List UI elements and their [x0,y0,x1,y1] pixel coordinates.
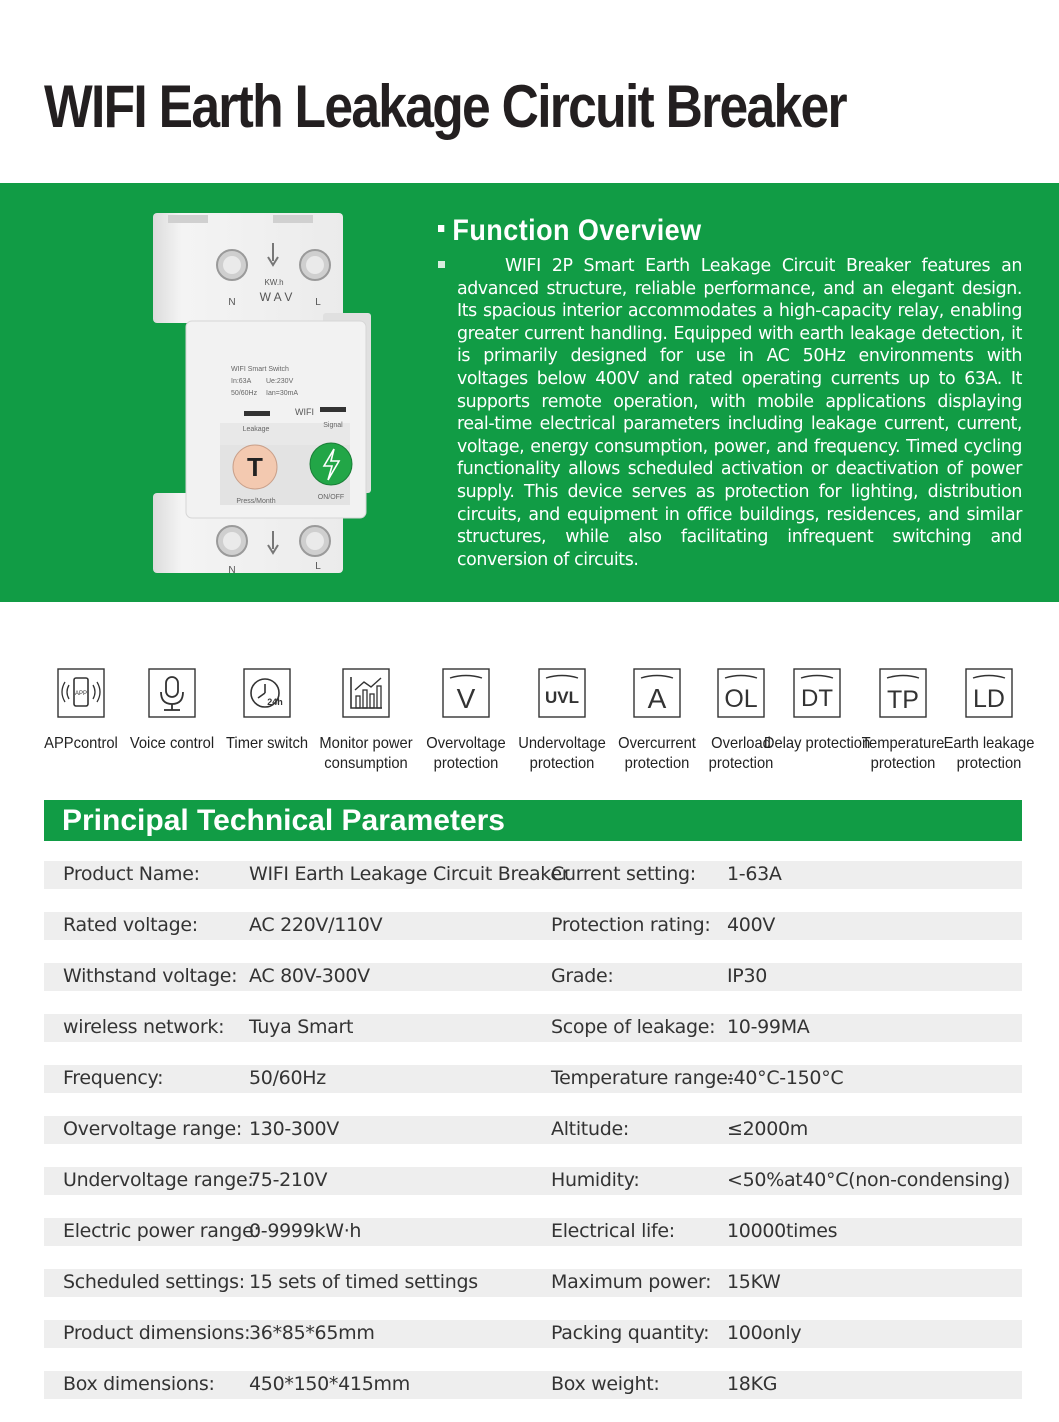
param-label: Altitude: [551,1118,629,1140]
feature-label: Overload protection [708,735,774,772]
table-row [44,1116,1022,1144]
table-row [44,912,1022,940]
device-signal-label: Signal [323,422,343,429]
param-value: 18KG [727,1373,778,1395]
table-row [44,861,1022,889]
feature-label: Temperature protection [861,735,945,772]
timer-icon-text: 24h [267,697,283,707]
microphone-icon [148,668,196,718]
device-marking-kwh: KW.h [264,278,284,287]
param-label: Overvoltage range: [63,1118,242,1140]
param-label: Electrical life: [551,1220,675,1242]
param-label: Withstand voltage: [63,965,238,987]
param-label: Maximum power: [551,1271,712,1293]
param-value: 75-210V [249,1169,328,1191]
param-value: <50%at40°C(non-condensing) [727,1169,1010,1191]
param-value: AC 80V-300V [249,965,370,987]
table-row [44,1065,1022,1093]
feature-overvoltage [421,668,511,772]
feature-undervoltage [517,668,607,772]
param-value: Tuya Smart [249,1016,354,1038]
param-value: 100only [727,1322,802,1344]
device-wifi-label: WIFI [295,407,314,417]
feature-label: Monitor power consumption [319,735,413,772]
param-label: Frequency: [63,1067,164,1089]
earth-leakage-icon [965,668,1013,718]
device-marking-l-bottom: L [315,561,321,572]
param-label: Temperature range: [551,1067,734,1089]
param-value: 450*150*415mm [249,1373,410,1395]
param-label: Protection rating: [551,914,711,936]
param-value: 15KW [727,1271,781,1293]
param-label: Humidity: [551,1169,640,1191]
function-overview-title [438,214,702,248]
feature-delay [763,668,871,752]
device-press-month-label: Press/Month [236,498,276,505]
feature-earth-leakage [943,668,1035,772]
param-label: Undervoltage range: [63,1169,254,1191]
feature-overcurrent [612,668,702,772]
feature-monitor-power [319,668,413,772]
feature-label: Overvoltage protection [426,735,506,772]
feature-label: APPcontrol [44,735,118,752]
overcurrent-icon [633,668,681,718]
table-row [44,1167,1022,1195]
bullet-square-icon [438,261,445,268]
table-row [44,1014,1022,1042]
delay-icon [793,668,841,718]
device-marking-n-bottom: N [228,565,236,573]
uvl-icon-text: UVL [545,688,579,707]
function-overview-title-text: Function Overview [452,214,702,247]
param-value: WIFI Earth Leakage Circuit Breaker [249,863,570,885]
param-value: 36*85*65mm [249,1322,375,1344]
param-value: 10000times [727,1220,838,1242]
device-label-line: In:63A [231,378,252,385]
device-test-button: T [247,452,263,482]
param-label: Scheduled settings: [63,1271,245,1293]
params-title: Principal Technical Parameters [62,804,505,837]
feature-voice-control [127,668,217,752]
device-leakage-label: Leakage [242,426,270,433]
param-label: Current setting: [551,863,696,885]
app-icon-text: APP [74,691,88,697]
device-label-line: WIFI Smart Switch [231,366,289,373]
ld-icon-text: LD [973,685,1005,713]
param-label: Packing quantity: [551,1322,710,1344]
feature-label: Voice control [129,735,215,752]
param-value: ≤2000m [727,1118,808,1140]
device-marking-n-top: N [228,297,236,308]
table-row [44,1218,1022,1246]
param-value: AC 220V/110V [249,914,383,936]
feature-timer-switch [222,668,312,752]
param-label: wireless network: [63,1016,225,1038]
temperature-icon [879,668,927,718]
param-value: 130-300V [249,1118,339,1140]
device-onoff-label: ON/OFF [317,494,345,501]
ov-icon-text: V [456,683,476,714]
bar-chart-icon [342,668,390,718]
param-label: Electric power range: [63,1220,260,1242]
bullet-square-icon [438,225,444,232]
feature-temperature [858,668,948,772]
device-label-line: Ian=30mA [266,390,299,397]
circuit-breaker-image [148,213,378,573]
device-marking-wav: W A V [259,290,293,304]
feature-label: Delay protection [763,735,871,752]
param-label: Box weight: [551,1373,660,1395]
param-label: Product Name: [63,863,200,885]
param-value: IP30 [727,965,768,987]
param-value: 15 sets of timed settings [249,1271,478,1293]
function-overview-text: WIFI 2P Smart Earth Leakage Circuit Breaker features an advanced structure, reliable performance, and an elegant design. Its spacious interior accommodates a high-capacity relay, enabling greater current handling. Equipped with earth leakage detection, it is primarily designed for use in AC 50Hz environments with voltages below 400V and rated operating currents up to 63A. It supports remote operation, with mobile applications displaying real-time electrical parameters including leakage current, current, voltage, energy consumption, power, and frequency. Timed cycling functionality allows scheduled activation or deactivation of power supply. This device serves as protection for lighting, distribution circuits, and equipment in office buildings, residences, and similar structures, while also facilitating infrequent switching and conversion of circuits. [457,256,1022,570]
overload-icon [717,668,765,718]
table-row [44,1269,1022,1297]
dt-icon-text: DT [801,685,833,712]
feature-label: Undervoltage protection [518,735,606,772]
param-value: 400V [727,914,776,936]
phone-app-icon [57,668,105,718]
param-value: 0-9999kW·h [249,1220,362,1242]
feature-label: Overcurrent protection [618,735,696,772]
undervoltage-icon [538,668,586,718]
function-overview-section [0,183,1059,602]
feature-label: Earth leakage protection [943,735,1035,772]
table-row [44,1371,1022,1399]
table-row [44,1320,1022,1348]
table-row [44,963,1022,991]
param-label: Box dimensions: [63,1373,215,1395]
param-label: Scope of leakage: [551,1016,716,1038]
feature-label: Timer switch [225,735,309,752]
feature-app-control [36,668,126,752]
tp-icon-text: TP [887,686,919,714]
device-label-line: Ue:230V [266,378,294,385]
param-label: Grade: [551,965,614,987]
timer-24h-icon [243,668,291,718]
overvoltage-icon [442,668,490,718]
param-value: -40°C-150°C [727,1067,844,1089]
param-value: 50/60Hz [249,1067,326,1089]
param-value: 1-63A [727,863,782,885]
device-label-line: 50/60Hz [231,390,258,397]
page-title: WIFI Earth Leakage Circuit Breaker [44,73,846,140]
ol-icon-text: OL [724,685,758,713]
param-label: Rated voltage: [63,914,198,936]
device-marking-l-top: L [315,297,321,308]
params-header [44,800,1022,841]
param-label: Product dimensions: [63,1322,251,1344]
param-value: 10-99MA [727,1016,810,1038]
feature-icons-row [36,668,1035,798]
oc-icon-text: A [647,683,667,714]
